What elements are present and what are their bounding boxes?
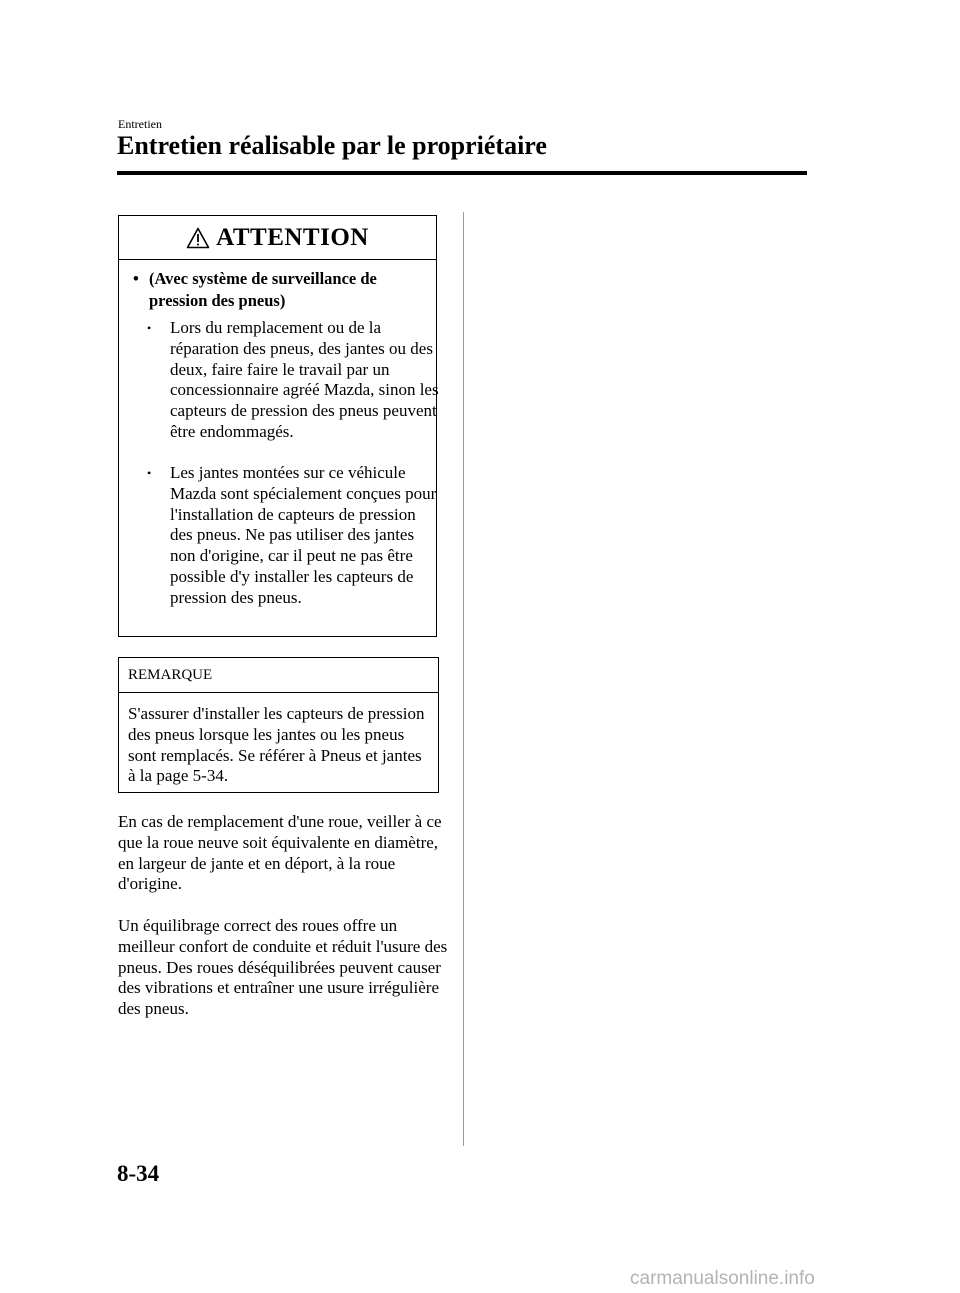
body-paragraph: Un équilibrage correct des roues offre un meilleur confort de conduite et réduit l'usure des pneus. Des roues déséquilibrées peuvent causer des vibrations et entraîner une usure irrégulière des pneus.: [118, 916, 448, 1019]
bullet-icon: •: [133, 269, 139, 288]
attention-box: [118, 215, 437, 637]
section-label: Entretien: [118, 117, 162, 131]
bullet-icon: •: [147, 466, 152, 480]
attention-item-text: Lors du remplacement ou de la réparation des pneus, des jantes ou des deux, faire faire le travail par un concessionnaire agréé Mazda, sinon les capteurs de pression des pneus peuvent être endommagés.: [170, 318, 439, 441]
note-text: S'assurer d'installer les capteurs de pression des pneus lorsque les jantes ou les pneus sont remplacés. Se référer à Pneus et jantes à la page 5-34.: [128, 704, 425, 786]
column-divider: [463, 212, 464, 1146]
attention-main-bullet-text: (Avec système de surveillance de pression des pneus): [149, 269, 377, 310]
attention-item-text: Les jantes montées sur ce véhicule Mazda sont spécialement conçues pour l'installation de capteurs de pression des pneus. Ne pas utiliser des jantes non d'origine, car il peut ne pas être possible d'y installer les capteurs de pression des pneus.: [170, 463, 437, 607]
page-title: Entretien réalisable par le propriétaire: [117, 131, 547, 160]
watermark: carmanualsonline.info: [630, 1268, 815, 1289]
bullet-icon: •: [147, 321, 152, 335]
page-number: 8-34: [117, 1161, 160, 1186]
note-title: REMARQUE: [128, 667, 213, 683]
title-divider: [117, 171, 807, 175]
warning-triangle-icon: [186, 227, 210, 249]
note-box: [118, 657, 439, 793]
attention-title: ATTENTION: [216, 223, 369, 251]
attention-header: [119, 216, 436, 260]
note-header: [119, 658, 438, 693]
body-paragraph: En cas de remplacement d'une roue, veiller à ce que la roue neuve soit équivalente en diamètre, en largeur de jante et en déport, à la roue d'origine.: [118, 812, 442, 894]
